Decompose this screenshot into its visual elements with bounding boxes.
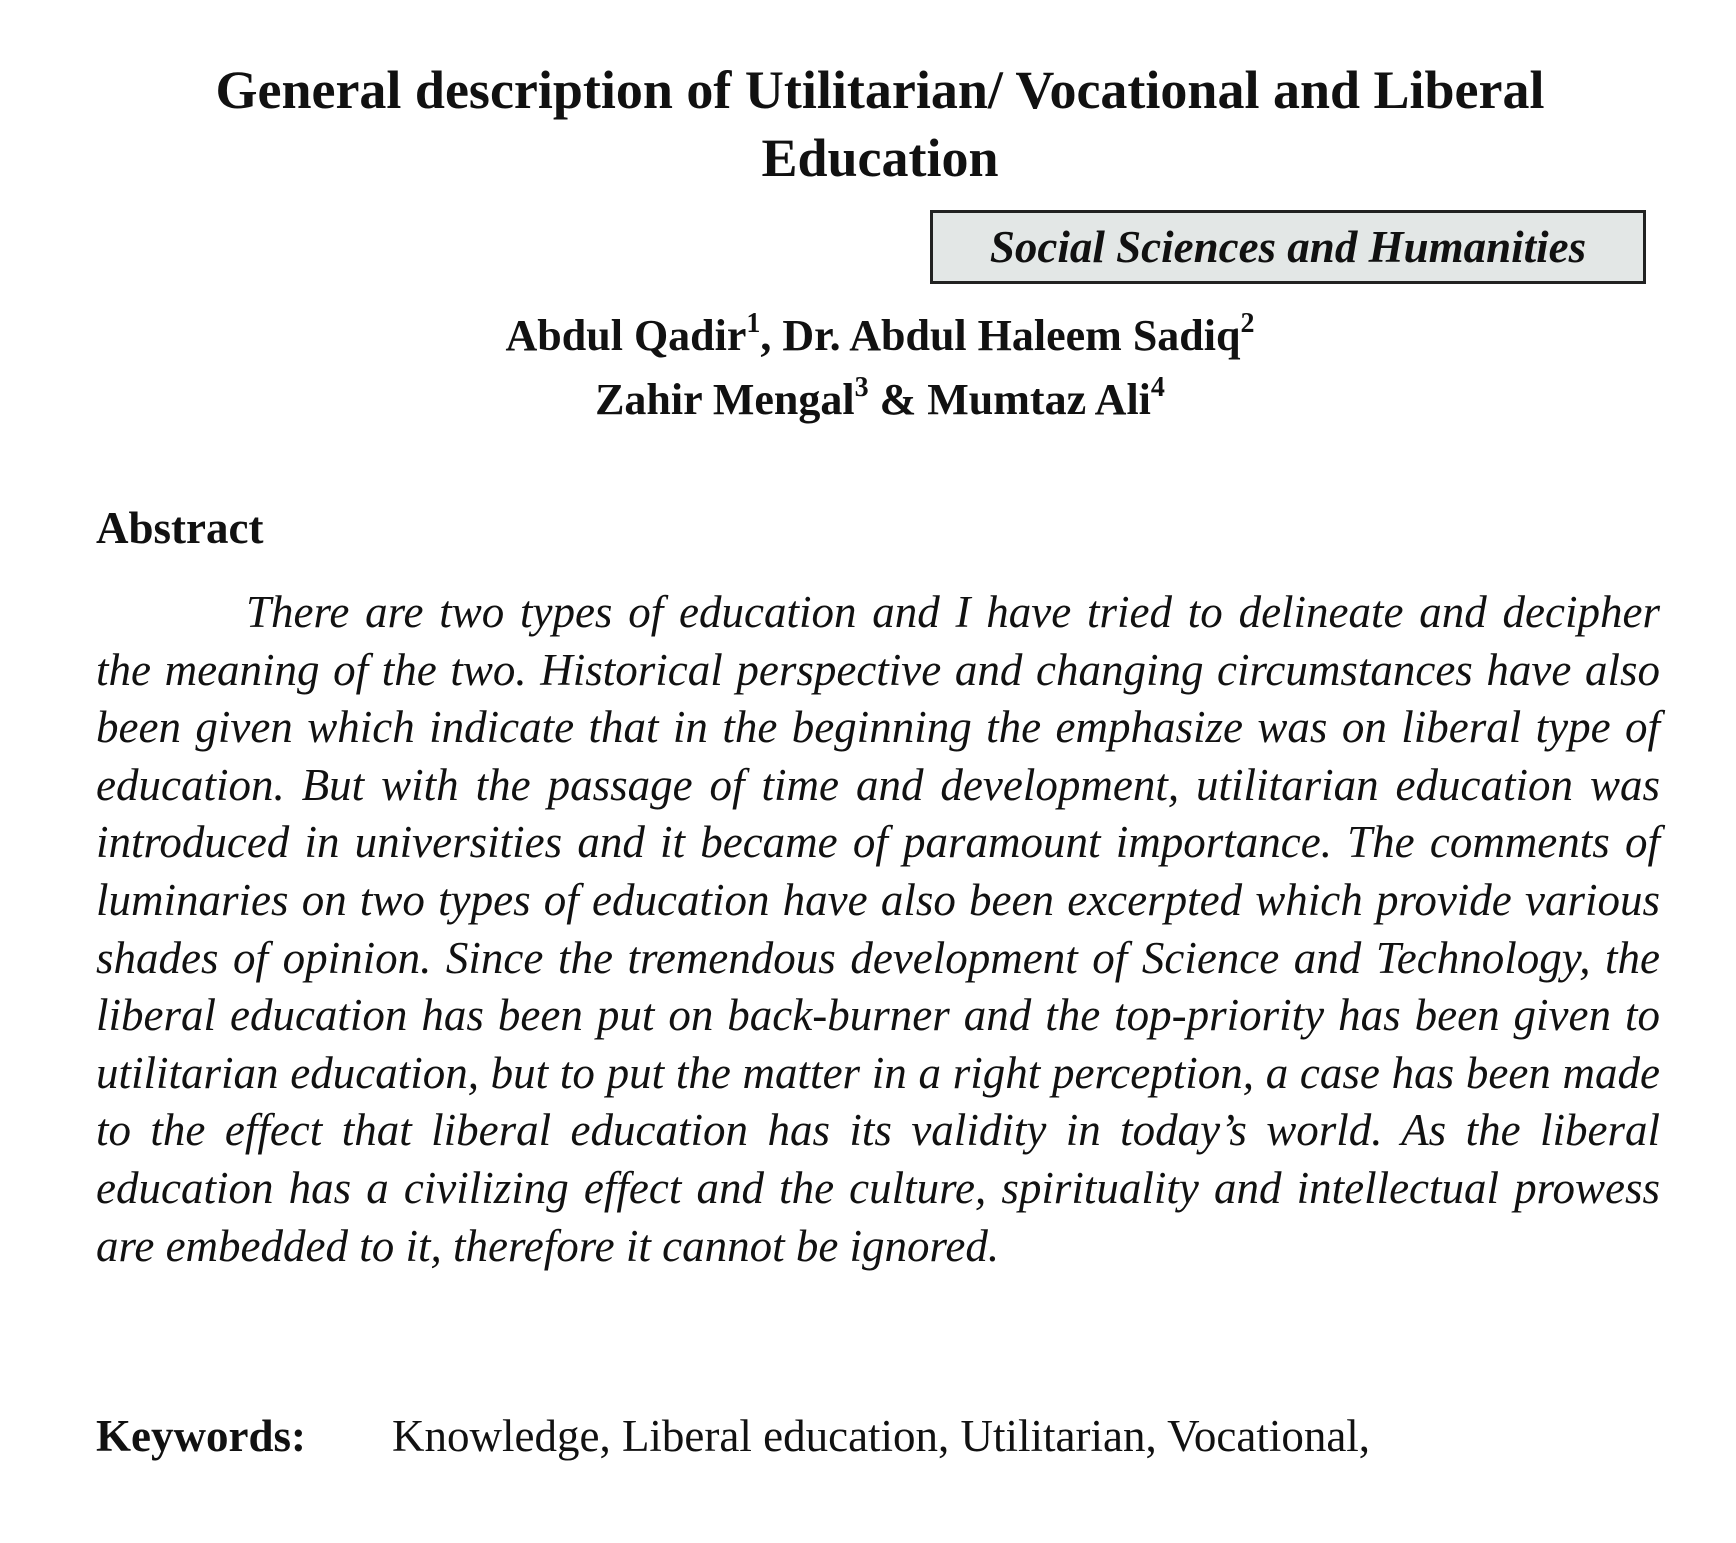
paper-title [96, 56, 1664, 192]
author-name: Zahir Mengal [595, 375, 855, 424]
author-name: Mumtaz Ali [927, 375, 1151, 424]
author-affiliation: 4 [1150, 372, 1165, 403]
abstract-body: There are two types of education and I have tried to delineate and decipher the meaning of the two. Historical perspective and changing circumstances have also been given which indicate that in the beginning the emphasize was on liberal type of education. But with the passage of time and development, utilitarian education was introduced in universities and it became of paramount importance. The comments of luminaries on two types of education have also been excerpted which provide various shades of opinion. Since the tremendous development of Science and Technology, the liberal education has been put on back-burner and the top-priority has been given to utilitarian education, but to put the matter in a right perception, a case has been made to the effect that liberal education has its validity in today’s world. As the liberal education has a civilizing effect and the culture, spirituality and intellectual prowess are embedded to it, therefore it cannot be ignored. [96, 587, 1660, 1271]
author-list [96, 304, 1664, 432]
author-name: Abdul Qadir [505, 311, 747, 360]
author-affiliation: 1 [746, 308, 761, 339]
keywords-row [96, 1406, 1660, 1466]
keywords-label: Keywords: [96, 1411, 306, 1461]
keywords-list: Knowledge, Liberal education, Utilitarian, Vocational, [392, 1411, 1371, 1461]
author-affiliation: 3 [854, 372, 869, 403]
author-separator: & [868, 375, 928, 424]
author-separator: , [760, 311, 783, 360]
title-line-1: General description of Utilitarian/ Vocational and Liberal [215, 60, 1545, 120]
author-line-2 [96, 368, 1664, 432]
author-line-1 [96, 304, 1664, 368]
subject-area-label: Social Sciences and Humanities [989, 222, 1587, 272]
author-name: Dr. Abdul Haleem Sadiq [782, 311, 1241, 360]
author-affiliation: 2 [1240, 308, 1255, 339]
subject-area-badge [930, 210, 1646, 284]
abstract-heading: Abstract [96, 503, 264, 553]
title-line-2: Education [761, 128, 999, 188]
